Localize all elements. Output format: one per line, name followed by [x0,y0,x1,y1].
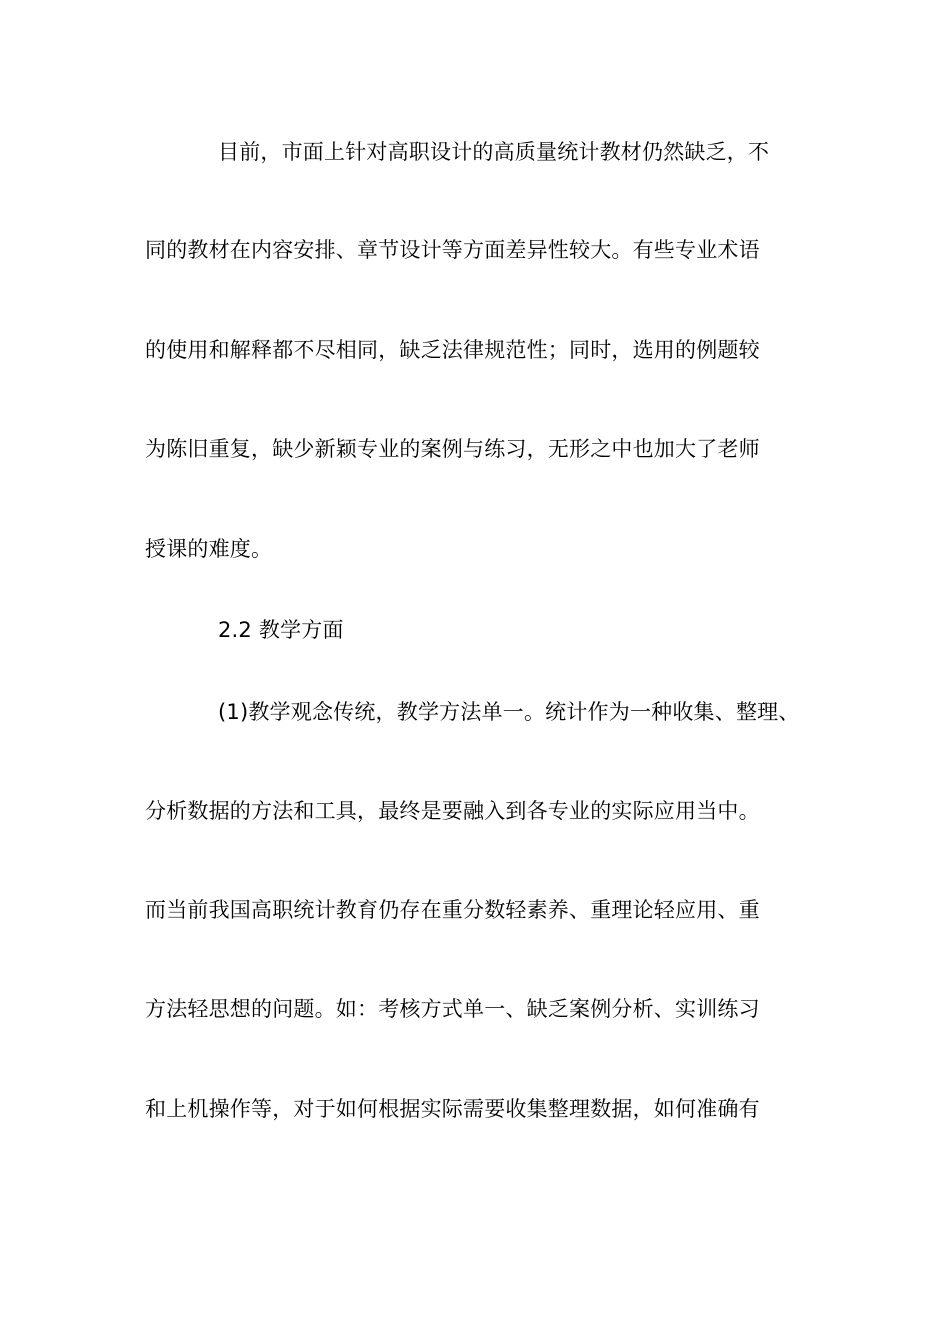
paragraph-line-6: (1)教学观念传统，教学方法单一。统计作为一种收集、整理、 [218,700,800,724]
paragraph-line-7: 分析数据的方法和工具，最终是要融入到各专业的实际应用当中。 [145,799,760,823]
paragraph-line-4: 为陈旧重复，缺少新颖专业的案例与练习，无形之中也加大了老师 [145,437,760,461]
section-heading: 2.2 教学方面 [218,618,344,642]
paragraph-line-5: 授课的难度。 [145,537,273,561]
paragraph-line-1: 目前，市面上针对高职设计的高质量统计教材仍然缺乏，不 [218,140,770,164]
paragraph-line-9: 方法轻思想的问题。如：考核方式单一、缺乏案例分析、实训练习 [145,997,760,1021]
paragraph-line-3: 的使用和解释都不尽相同，缺乏法律规范性；同时，选用的例题较 [145,338,760,362]
paragraph-line-2: 同的教材在内容安排、章节设计等方面差异性较大。有些专业术语 [145,238,760,262]
paragraph-line-8: 而当前我国高职统计教育仍存在重分数轻素养、重理论轻应用、重 [145,898,760,922]
paragraph-line-10: 和上机操作等，对于如何根据实际需要收集整理数据，如何准确有 [145,1097,760,1121]
